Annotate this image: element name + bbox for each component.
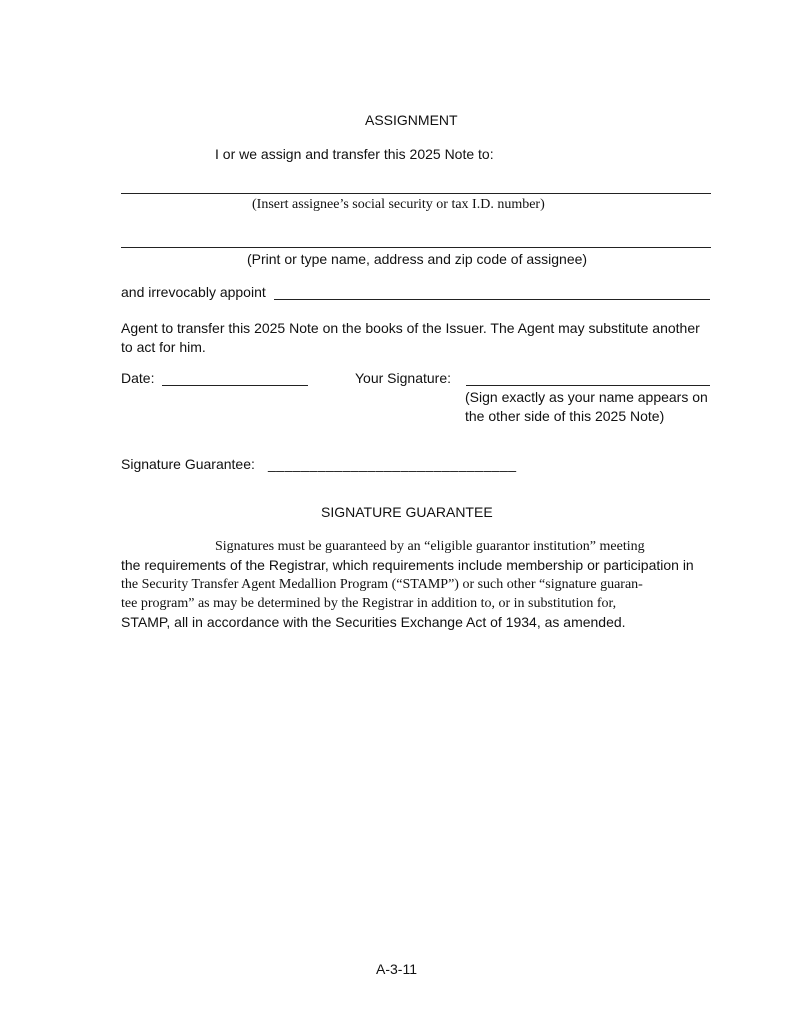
assignee-id-line[interactable] — [121, 193, 711, 194]
signature-note — [465, 388, 708, 426]
assignee-id-caption: (Insert assignee’s social security or tax I.D. number) — [252, 197, 545, 212]
signature-line[interactable] — [466, 385, 710, 386]
agent-text-line: to act for him. — [121, 339, 206, 355]
signature-note-line: the other side of this 2025 Note) — [465, 408, 665, 424]
date-label: Date: — [121, 370, 155, 386]
appoint-label: and irrevocably appoint — [121, 284, 266, 300]
agent-text-line: Agent to transfer this 2025 Note on the books of the Issuer. The Agent may substitute another — [121, 320, 700, 336]
signature-label: Your Signature: — [355, 370, 451, 386]
signature-note-line: (Sign exactly as your name appears on — [465, 389, 708, 405]
guarantee-text-line: tee program” as may be determined by the Registrar in addition to, or in substitution for, — [121, 596, 617, 611]
page-number: A-3-11 — [376, 961, 417, 977]
guarantee-label: Signature Guarantee: — [121, 456, 255, 472]
signature-guarantee-text — [121, 537, 711, 632]
assignee-name-line[interactable] — [121, 247, 711, 248]
assignment-intro: I or we assign and transfer this 2025 Note to: — [215, 146, 494, 162]
guarantee-text-line: the Security Transfer Agent Medallion Program (“STAMP”) or such other “signature guaran- — [121, 577, 643, 592]
appoint-agent-line[interactable] — [274, 299, 710, 300]
assignment-heading: ASSIGNMENT — [365, 112, 458, 128]
agent-text — [121, 319, 711, 357]
guarantee-text-line: the requirements of the Registrar, which requirements include membership or participation in — [121, 557, 694, 573]
signature-guarantee-heading: SIGNATURE GUARANTEE — [321, 504, 493, 520]
guarantee-text-line: Signatures must be guaranteed by an “eligible guarantor institution” meeting — [215, 539, 645, 554]
assignee-name-caption: (Print or type name, address and zip code of assignee) — [247, 251, 588, 267]
guarantee-text-line: STAMP, all in accordance with the Securities Exchange Act of 1934, as amended. — [121, 614, 626, 630]
guarantee-line[interactable]: ______________________________ — [268, 456, 517, 472]
date-line[interactable] — [162, 385, 308, 386]
